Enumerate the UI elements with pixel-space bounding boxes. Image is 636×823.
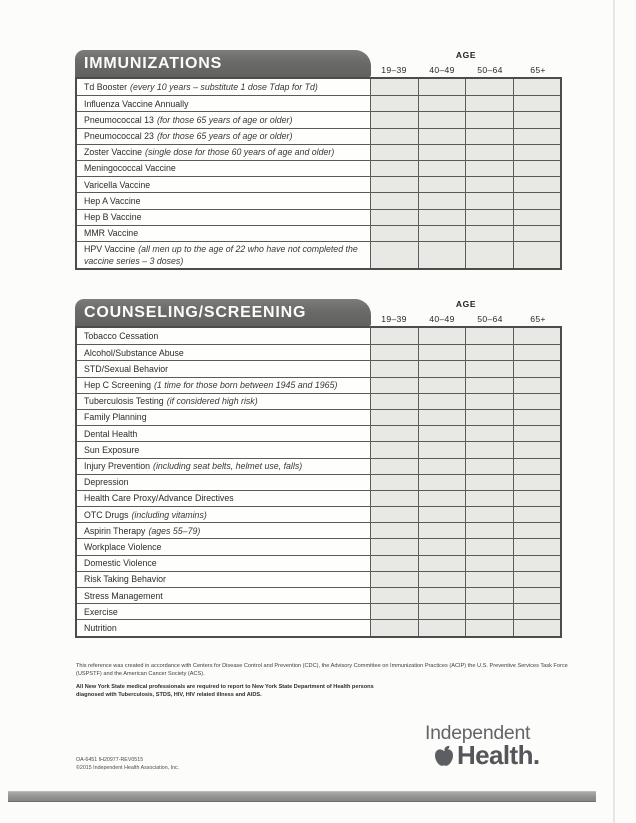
table-row xyxy=(77,377,560,393)
row-note: (all men up to the age of 22 who have not completed the vaccine series – 3 doses) xyxy=(84,244,358,266)
age-checkbox-cell-40-49 xyxy=(418,572,466,587)
apple-icon xyxy=(431,744,457,770)
age-checkbox-cell-50-64 xyxy=(465,556,513,571)
row-label-cell xyxy=(77,242,370,268)
reference-disclaimer: This reference was created in accordance with Centers for Disease Control and Prevention (CDC), the Advisory Committee on Immunization Practices (ACIP) the U.S. Preventive Services Task Force (USPSTF) and the American Cancer Society (ACS). xyxy=(76,663,568,677)
age-checkbox-cell-65plus xyxy=(513,226,561,241)
table-row xyxy=(77,393,560,409)
row-label-cell xyxy=(77,210,370,225)
table-row xyxy=(77,441,560,457)
row-label-cell xyxy=(77,588,370,603)
age-checkbox-cell-19-39 xyxy=(370,410,418,425)
age-checkbox-cell-65plus xyxy=(513,491,561,506)
age-checkbox-cell-50-64 xyxy=(465,507,513,522)
age-checkbox-cell-65plus xyxy=(513,161,561,176)
age-checkbox-cell-65plus xyxy=(513,345,561,360)
row-label-cell xyxy=(77,378,370,393)
row-label: Health Care Proxy/Advance Directives xyxy=(84,493,234,504)
row-label: Hep C Screening xyxy=(84,380,151,391)
table-row xyxy=(77,490,560,506)
row-label-cell xyxy=(77,539,370,554)
bottom-divider-bar xyxy=(8,791,596,802)
row-label: Pneumococcal 13 xyxy=(84,114,154,125)
row-note: (including vitamins) xyxy=(131,509,207,520)
age-checkbox-cell-50-64 xyxy=(465,96,513,111)
form-code: OA-6451 IH20977-REV0515 xyxy=(76,757,144,763)
age-checkbox-cell-19-39 xyxy=(370,345,418,360)
row-label-cell xyxy=(77,79,370,95)
age-checkbox-cell-19-39 xyxy=(370,226,418,241)
age-checkbox-cell-65plus xyxy=(513,96,561,111)
age-col-65plus: 65+ xyxy=(530,314,546,324)
age-checkbox-cell-65plus xyxy=(513,177,561,192)
age-checkbox-cell-65plus xyxy=(513,588,561,603)
row-label: Dental Health xyxy=(84,428,138,439)
age-checkbox-cell-19-39 xyxy=(370,491,418,506)
immunizations-section xyxy=(75,47,562,270)
row-label-cell xyxy=(77,475,370,490)
row-label: Hep B Vaccine xyxy=(84,212,142,222)
row-label-cell xyxy=(77,361,370,376)
age-col-40-49: 40–49 xyxy=(429,65,455,75)
row-note: (every 10 years – substitute 1 dose Tdap for Td) xyxy=(130,81,318,92)
row-label-cell xyxy=(77,193,370,208)
row-label-cell xyxy=(77,442,370,457)
row-label: OTC Drugs xyxy=(84,509,129,520)
age-checkbox-cell-65plus xyxy=(513,620,561,635)
row-label: MMR Vaccine xyxy=(84,228,139,239)
row-label-cell xyxy=(77,604,370,619)
age-checkbox-cell-50-64 xyxy=(465,523,513,538)
row-label-cell xyxy=(77,112,370,127)
row-label: Domestic Violence xyxy=(84,558,157,569)
table-row xyxy=(77,225,560,241)
age-checkbox-cell-40-49 xyxy=(418,96,466,111)
age-checkbox-cell-19-39 xyxy=(370,96,418,111)
age-checkbox-cell-19-39 xyxy=(370,442,418,457)
age-checkbox-cell-65plus xyxy=(513,328,561,344)
age-checkbox-cell-19-39 xyxy=(370,539,418,554)
age-header xyxy=(370,50,562,75)
age-checkbox-cell-40-49 xyxy=(418,193,466,208)
row-label: Tobacco Cessation xyxy=(84,330,159,341)
counseling-header xyxy=(75,296,562,326)
age-checkbox-cell-40-49 xyxy=(418,523,466,538)
age-checkbox-cell-40-49 xyxy=(418,426,466,441)
age-checkbox-cell-65plus xyxy=(513,459,561,474)
table-row xyxy=(77,522,560,538)
row-label: Meningococcal Vaccine xyxy=(84,163,176,174)
age-checkbox-cell-40-49 xyxy=(418,491,466,506)
age-checkbox-cell-65plus xyxy=(513,145,561,160)
table-row xyxy=(77,328,560,344)
row-label-cell xyxy=(77,620,370,635)
table-row xyxy=(77,128,560,144)
row-label: STD/Sexual Behavior xyxy=(84,363,169,374)
age-checkbox-cell-19-39 xyxy=(370,507,418,522)
age-col-40-49: 40–49 xyxy=(429,314,455,324)
row-label: Nutrition xyxy=(84,622,117,633)
age-checkbox-cell-50-64 xyxy=(465,161,513,176)
table-row xyxy=(77,176,560,192)
row-label-cell xyxy=(77,328,370,344)
age-checkbox-cell-50-64 xyxy=(465,112,513,127)
table-row xyxy=(77,79,560,95)
age-checkbox-cell-50-64 xyxy=(465,193,513,208)
age-checkbox-cell-40-49 xyxy=(418,242,466,268)
age-checkbox-cell-65plus xyxy=(513,394,561,409)
age-checkbox-cell-40-49 xyxy=(418,79,466,95)
age-checkbox-cell-40-49 xyxy=(418,145,466,160)
age-checkbox-cell-19-39 xyxy=(370,394,418,409)
independent-health-logo xyxy=(425,722,539,770)
row-label-cell xyxy=(77,394,370,409)
age-header xyxy=(370,299,562,324)
row-note: (single dose for those 60 years of age and older) xyxy=(145,147,335,158)
age-checkbox-cell-40-49 xyxy=(418,378,466,393)
section-title-bar xyxy=(75,50,371,77)
age-checkbox-cell-19-39 xyxy=(370,572,418,587)
row-label: Alcohol/Substance Abuse xyxy=(84,347,184,358)
age-checkbox-cell-19-39 xyxy=(370,378,418,393)
table-row xyxy=(77,458,560,474)
row-label-cell xyxy=(77,507,370,522)
age-checkbox-cell-50-64 xyxy=(465,394,513,409)
table-row xyxy=(77,555,560,571)
age-checkbox-cell-50-64 xyxy=(465,226,513,241)
age-checkbox-cell-40-49 xyxy=(418,410,466,425)
row-label-cell xyxy=(77,177,370,192)
counseling-screening-table xyxy=(75,326,562,638)
age-checkbox-cell-40-49 xyxy=(418,328,466,344)
row-note: (including seat belts, helmet use, falls) xyxy=(153,461,303,471)
counseling-screening-section xyxy=(75,296,562,638)
row-note: (for those 65 years of age or older) xyxy=(156,131,293,142)
table-row xyxy=(77,506,560,522)
age-checkbox-cell-40-49 xyxy=(418,588,466,603)
age-checkbox-cell-19-39 xyxy=(370,475,418,490)
table-row xyxy=(77,192,560,208)
table-row xyxy=(77,425,560,441)
age-checkbox-cell-40-49 xyxy=(418,394,466,409)
age-checkbox-cell-65plus xyxy=(513,378,561,393)
row-label-cell xyxy=(77,426,370,441)
age-col-19-39: 19–39 xyxy=(381,314,407,324)
age-checkbox-cell-40-49 xyxy=(418,210,466,225)
age-checkbox-cell-65plus xyxy=(513,572,561,587)
immunizations-header xyxy=(75,47,562,77)
age-checkbox-cell-19-39 xyxy=(370,459,418,474)
row-label: Family Planning xyxy=(84,412,147,423)
age-col-65plus: 65+ xyxy=(530,65,546,75)
table-row xyxy=(77,111,560,127)
row-label-cell xyxy=(77,226,370,241)
table-row xyxy=(77,603,560,619)
age-checkbox-cell-40-49 xyxy=(418,539,466,554)
age-checkbox-cell-65plus xyxy=(513,475,561,490)
age-checkbox-cell-65plus xyxy=(513,112,561,127)
age-col-19-39: 19–39 xyxy=(381,65,407,75)
row-label-cell xyxy=(77,572,370,587)
table-row xyxy=(77,571,560,587)
immunizations-table xyxy=(75,77,562,270)
row-label-cell xyxy=(77,345,370,360)
row-note: (if considered high risk) xyxy=(166,396,258,407)
age-checkbox-cell-65plus xyxy=(513,193,561,208)
row-label-cell xyxy=(77,556,370,571)
age-checkbox-cell-65plus xyxy=(513,539,561,554)
row-label-cell xyxy=(77,410,370,425)
logo-health-text: Health. xyxy=(457,740,540,770)
row-label: Td Booster xyxy=(84,81,128,92)
document-codes xyxy=(76,756,179,773)
age-checkbox-cell-50-64 xyxy=(465,410,513,425)
age-checkbox-cell-50-64 xyxy=(465,328,513,344)
age-checkbox-cell-19-39 xyxy=(370,604,418,619)
table-row xyxy=(77,95,560,111)
age-col-50-64: 50–64 xyxy=(477,314,503,324)
row-label: Risk Taking Behavior xyxy=(84,574,166,585)
age-checkbox-cell-19-39 xyxy=(370,588,418,603)
table-row xyxy=(77,241,560,268)
table-row xyxy=(77,360,560,376)
row-label: HPV Vaccine xyxy=(84,244,136,255)
age-checkbox-cell-19-39 xyxy=(370,361,418,376)
age-checkbox-cell-40-49 xyxy=(418,442,466,457)
age-checkbox-cell-50-64 xyxy=(465,129,513,144)
table-row xyxy=(77,144,560,160)
age-checkbox-cell-40-49 xyxy=(418,459,466,474)
row-label: Varicella Vaccine xyxy=(84,179,151,190)
age-checkbox-cell-50-64 xyxy=(465,572,513,587)
row-label-cell xyxy=(77,491,370,506)
age-checkbox-cell-65plus xyxy=(513,556,561,571)
table-row xyxy=(77,344,560,360)
age-checkbox-cell-65plus xyxy=(513,361,561,376)
row-label-cell xyxy=(77,523,370,538)
age-checkbox-cell-50-64 xyxy=(465,604,513,619)
age-checkbox-cell-19-39 xyxy=(370,112,418,127)
age-checkbox-cell-65plus xyxy=(513,426,561,441)
age-column-labels xyxy=(370,314,562,324)
age-checkbox-cell-19-39 xyxy=(370,79,418,95)
age-checkbox-cell-19-39 xyxy=(370,426,418,441)
age-checkbox-cell-50-64 xyxy=(465,210,513,225)
age-checkbox-cell-40-49 xyxy=(418,507,466,522)
age-checkbox-cell-19-39 xyxy=(370,523,418,538)
row-note: (1 time for those born between 1945 and 1965) xyxy=(154,380,338,391)
row-label-cell xyxy=(77,459,370,474)
age-checkbox-cell-40-49 xyxy=(418,161,466,176)
copyright-line: ©2015 Independent Health Association, Inc. xyxy=(76,765,180,772)
table-row xyxy=(77,209,560,225)
age-checkbox-cell-50-64 xyxy=(465,345,513,360)
row-label: Depression xyxy=(84,477,129,488)
age-checkbox-cell-50-64 xyxy=(465,378,513,393)
table-row xyxy=(77,538,560,554)
age-checkbox-cell-50-64 xyxy=(465,242,513,268)
row-label: Stress Management xyxy=(84,590,163,601)
table-row xyxy=(77,160,560,176)
age-checkbox-cell-40-49 xyxy=(418,604,466,619)
age-checkbox-cell-19-39 xyxy=(370,145,418,160)
row-label: Influenza Vaccine Annually xyxy=(84,98,189,109)
age-checkbox-cell-40-49 xyxy=(418,177,466,192)
age-checkbox-cell-65plus xyxy=(513,523,561,538)
logo-independent-text: Independent xyxy=(425,722,531,744)
age-checkbox-cell-50-64 xyxy=(465,79,513,95)
row-label: Hep A Vaccine xyxy=(84,195,141,206)
age-checkbox-cell-50-64 xyxy=(465,539,513,554)
age-checkbox-cell-65plus xyxy=(513,442,561,457)
age-checkbox-cell-50-64 xyxy=(465,177,513,192)
age-checkbox-cell-65plus xyxy=(513,79,561,95)
age-checkbox-cell-40-49 xyxy=(418,226,466,241)
age-checkbox-cell-40-49 xyxy=(418,129,466,144)
age-checkbox-cell-40-49 xyxy=(418,345,466,360)
age-checkbox-cell-50-64 xyxy=(465,475,513,490)
age-header-label: AGE xyxy=(455,299,477,309)
age-checkbox-cell-19-39 xyxy=(370,193,418,208)
table-row xyxy=(77,409,560,425)
row-label: Tuberculosis Testing xyxy=(84,396,164,407)
table-row xyxy=(77,587,560,603)
section-title-bar xyxy=(75,299,371,326)
row-label-cell xyxy=(77,96,370,111)
scan-edge-line xyxy=(613,0,615,823)
age-checkbox-cell-65plus xyxy=(513,129,561,144)
age-checkbox-cell-50-64 xyxy=(465,361,513,376)
row-label: Exercise xyxy=(84,606,118,617)
age-checkbox-cell-19-39 xyxy=(370,242,418,268)
age-header-label: AGE xyxy=(455,50,477,60)
table-row xyxy=(77,474,560,490)
age-checkbox-cell-19-39 xyxy=(370,129,418,144)
age-checkbox-cell-50-64 xyxy=(465,442,513,457)
age-col-50-64: 50–64 xyxy=(477,65,503,75)
age-checkbox-cell-19-39 xyxy=(370,328,418,344)
age-checkbox-cell-19-39 xyxy=(370,620,418,635)
age-checkbox-cell-50-64 xyxy=(465,588,513,603)
row-label: Zoster Vaccine xyxy=(84,147,143,158)
section-title: IMMUNIZATIONS xyxy=(84,55,223,72)
age-checkbox-cell-50-64 xyxy=(465,620,513,635)
age-checkbox-cell-65plus xyxy=(513,604,561,619)
row-note: (for those 65 years of age or older) xyxy=(156,114,293,125)
age-checkbox-cell-19-39 xyxy=(370,210,418,225)
age-checkbox-cell-19-39 xyxy=(370,161,418,176)
age-checkbox-cell-65plus xyxy=(513,410,561,425)
row-label: Pneumococcal 23 xyxy=(84,131,154,142)
age-checkbox-cell-65plus xyxy=(513,507,561,522)
age-checkbox-cell-50-64 xyxy=(465,491,513,506)
age-checkbox-cell-19-39 xyxy=(370,556,418,571)
age-checkbox-cell-40-49 xyxy=(418,556,466,571)
age-checkbox-cell-40-49 xyxy=(418,112,466,127)
age-checkbox-cell-40-49 xyxy=(418,361,466,376)
age-checkbox-cell-50-64 xyxy=(465,145,513,160)
row-label-cell xyxy=(77,161,370,176)
row-label-cell xyxy=(77,145,370,160)
section-title: COUNSELING/SCREENING xyxy=(84,304,307,321)
age-checkbox-cell-50-64 xyxy=(465,459,513,474)
age-checkbox-cell-65plus xyxy=(513,242,561,268)
age-checkbox-cell-50-64 xyxy=(465,426,513,441)
row-label: Injury Prevention xyxy=(84,461,151,471)
row-label: Workplace Violence xyxy=(84,541,162,552)
age-checkbox-cell-40-49 xyxy=(418,475,466,490)
age-checkbox-cell-19-39 xyxy=(370,177,418,192)
row-label-cell xyxy=(77,129,370,144)
age-column-labels xyxy=(370,65,562,75)
age-checkbox-cell-65plus xyxy=(513,210,561,225)
age-checkbox-cell-40-49 xyxy=(418,620,466,635)
row-label: Aspirin Therapy xyxy=(84,525,146,536)
row-note: (ages 55–79) xyxy=(148,525,201,536)
row-label: Sun Exposure xyxy=(84,444,140,455)
table-row xyxy=(77,619,560,635)
nys-reporting-notice: All New York State medical professionals are required to report to New York State Department of Health persons diagnosed with Tuberculosis, STDS, HIV, HIV related illness and AIDS. xyxy=(76,684,374,698)
